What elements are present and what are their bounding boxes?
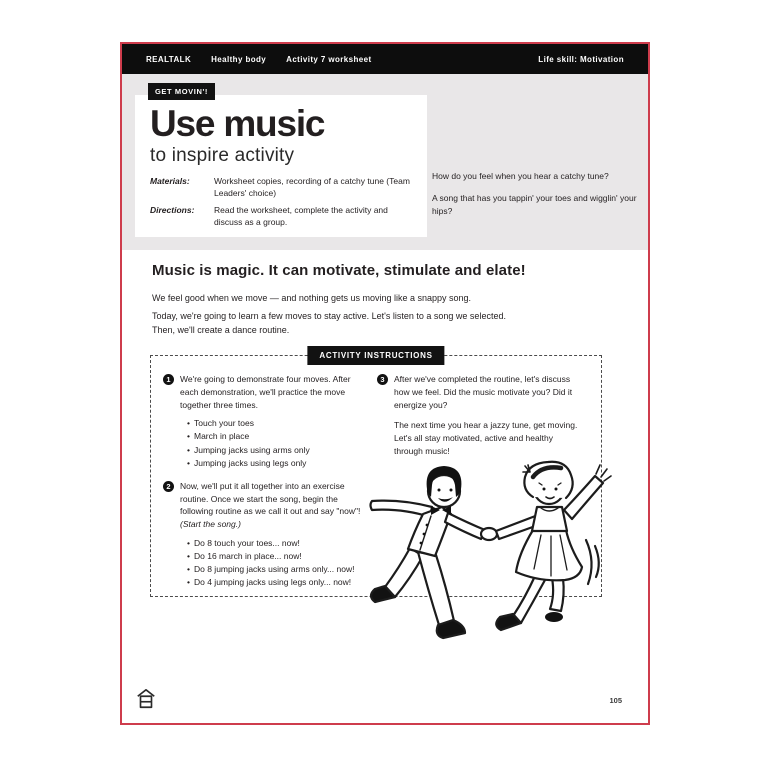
list-item: • Jumping jacks using arms only <box>187 444 367 457</box>
bullet-italic: now! <box>281 537 300 548</box>
step-2 <box>163 480 367 531</box>
list-item <box>187 576 367 589</box>
step-1 <box>163 373 367 411</box>
step-3 <box>377 373 581 411</box>
get-movin-badge: GET MOVIN'! <box>148 83 215 100</box>
list-item <box>187 537 367 550</box>
question-1: How do you feel when you hear a catchy tune? <box>432 171 609 181</box>
section-label: Healthy body <box>211 54 267 64</box>
list-item <box>187 550 367 563</box>
instructions-left-column <box>163 373 377 600</box>
dancing-couple-illustration <box>368 450 628 664</box>
activity-instructions-badge: ACTIVITY INSTRUCTIONS <box>307 346 444 365</box>
step-1-bullet-list <box>187 417 367 470</box>
bullet-italic: now! <box>283 551 302 562</box>
list-item: • Touch your toes <box>187 417 367 430</box>
intro-paragraph-2-line2: Then, we'll create a dance routine. <box>152 324 290 335</box>
title-card <box>135 95 427 237</box>
materials-label: Materials: <box>150 175 190 186</box>
bullet-text: Do 8 jumping jacks using arms only... <box>193 564 337 575</box>
worksheet-label: Activity 7 worksheet <box>286 54 372 64</box>
meta-block <box>150 176 413 229</box>
intro-paragraph-1: We feel good when we move — and nothing gets us moving like a snappy song. <box>152 293 472 303</box>
page-number: 105 <box>609 696 622 705</box>
step-2-text <box>180 480 367 531</box>
hero-band <box>122 74 648 250</box>
bullet-text: Do 4 jumping jacks using legs only... <box>193 577 334 588</box>
question-2: A song that has you tappin' your toes and wigglin' your hips? <box>432 192 637 216</box>
top-header-bar <box>122 44 648 74</box>
section-heading: Music is magic. It can motivate, stimulate and elate! <box>152 262 526 279</box>
step-3-followup: The next time you hear a jazzy tune, get moving. Let's all stay motivated, active and healthy through music! <box>394 420 578 456</box>
bullet-text: Do 16 march in place... <box>193 551 284 562</box>
intro-questions <box>432 170 650 226</box>
materials-value: Worksheet copies, recording of a catchy tune (Team Leaders' choice) <box>214 175 410 198</box>
brand-label: REALTALK <box>146 54 192 64</box>
step-2-bullet-list <box>187 537 367 590</box>
step-2-text-main: Now, we'll put it all together into an exercise routine. Once we start the song, begin the following routine as we call it out and say "now"! <box>180 480 361 517</box>
directions-value: Read the worksheet, complete the activity and discuss as a group. <box>214 204 388 227</box>
list-item: • March in place <box>187 430 367 443</box>
list-item: • Jumping jacks using legs only <box>187 457 367 470</box>
list-item <box>187 563 367 576</box>
materials-row <box>150 176 413 200</box>
worksheet-page <box>120 42 650 725</box>
intro-paragraph-2-line1: Today, we're going to learn a few moves to stay active. Let's listen to a song we selected. <box>152 311 506 321</box>
step-1-text: We're going to demonstrate four moves. After each demonstration, we'll practice the move together three times. <box>180 374 351 410</box>
bullet-italic: now! <box>336 564 355 575</box>
step-1-number: 1 <box>163 374 174 385</box>
bullet-italic: now! <box>333 577 352 588</box>
step-3-text: After we've completed the routine, let's discuss how we feel. Did the music motivate you? Did it energize you? <box>394 374 573 410</box>
step-3-number: 3 <box>377 374 388 385</box>
house-icon <box>135 686 157 712</box>
page-title: Use music <box>150 103 325 144</box>
step-2-text-italic: (Start the song.) <box>180 519 241 530</box>
life-skill-label: Life skill: Motivation <box>538 54 624 64</box>
intro-paragraph-2 <box>152 310 506 338</box>
directions-row <box>150 205 413 229</box>
page-subtitle: to inspire activity <box>150 144 295 166</box>
bullet-text: Do 8 touch your toes... <box>193 537 282 548</box>
step-2-number: 2 <box>163 481 174 492</box>
directions-label: Directions: <box>150 204 195 215</box>
